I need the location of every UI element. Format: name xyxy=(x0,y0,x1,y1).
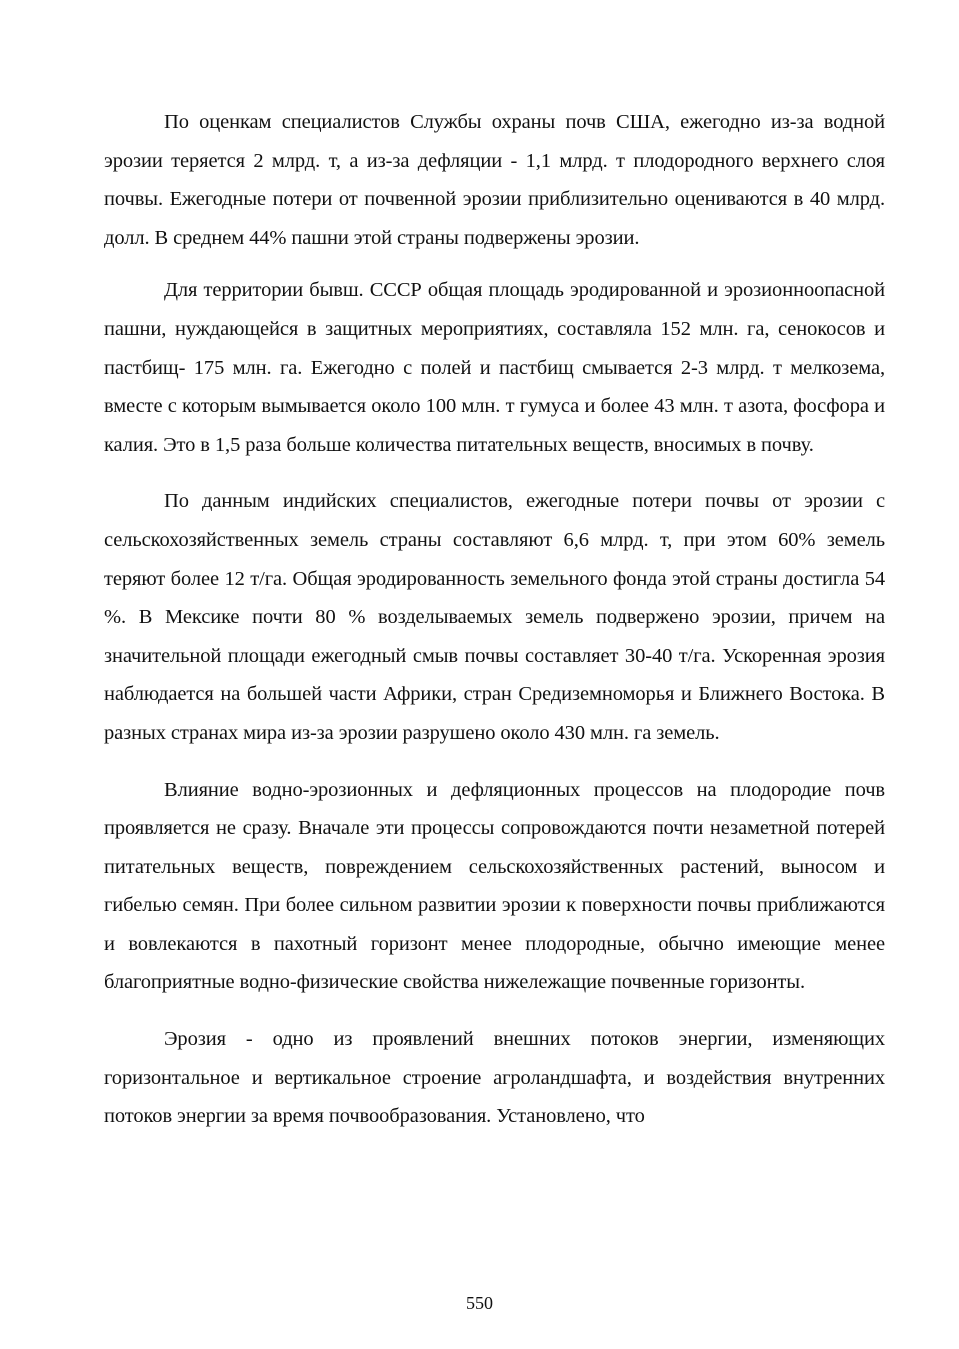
paragraph-india-mexico-erosion: По данным индийских специалистов, ежегодные потери почвы от эрозии с сельскохозяйственных земель страны составляют 6,6 млрд. т, при этом 60% земель теряют более 12 т/га. Общая эродированность земельного фонда этой страны достигла 54 %. В Мексике почти 80 % возделываемых земель подвержено эрозии, причем на значительной площади ежегодный смыв почвы составляет 30-40 т/га. Ускоренная эрозия наблюдается на большей части Африки, стран Средиземноморья и Ближнего Востока. В разных странах мира из-за эрозии разрушено около 430 млн. га земель. xyxy=(104,490,885,744)
paragraph-energy-flows: Эрозия - одно из проявлений внешних потоков энергии, изменяющих горизонтальное и вертикальное строение агроландшафта, и воздействия внутренних потоков энергии за время почвообразования. Установлено, что xyxy=(104,1028,885,1128)
paragraph-fertility-impact: Влияние водно-эрозионных и дефляционных процессов на плодородие почв проявляется не сразу. Вначале эти процессы сопровождаются почти незаметной потерей питательных веществ, повреждением сельскохозяйственных растений, выносом и гибелью семян. При более сильном развитии эрозии к поверхности почвы приближаются и вовлекаются в пахотный горизонт менее плодородные, обычно имеющие менее благоприятные водно-физические свойства нижележащие почвенные горизонты. xyxy=(104,778,885,994)
body-text xyxy=(104,103,885,1136)
page-number: 550 xyxy=(466,1293,493,1313)
paragraph-usa-erosion: По оценкам специалистов Службы охраны почв США, ежегодно из-за водной эрозии теряется 2 млрд. т, а из-за дефляции - 1,1 млрд. т плодородного верхнего слоя почвы. Ежегодные потери от почвенной эрозии приблизительно оцениваются в 40 млрд. долл. В среднем 44% пашни этой страны подвержены эрозии. xyxy=(104,111,885,249)
paragraph-ussr-erosion: Для территории бывш. СССР общая площадь эродированной и эрозионноопасной пашни, нуждающейся в защитных мероприятиях, составляла 152 млн. га, сенокосов и пастбищ- 175 млн. га. Ежегодно с полей и пастбищ смывается 2-3 млрд. т мелкозема, вместе с которым вымывается около 100 млн. т гумуса и более 43 млн. т азота, фосфора и калия. Это в 1,5 раза больше количества питательных веществ, вносимых в почву. xyxy=(104,279,885,456)
